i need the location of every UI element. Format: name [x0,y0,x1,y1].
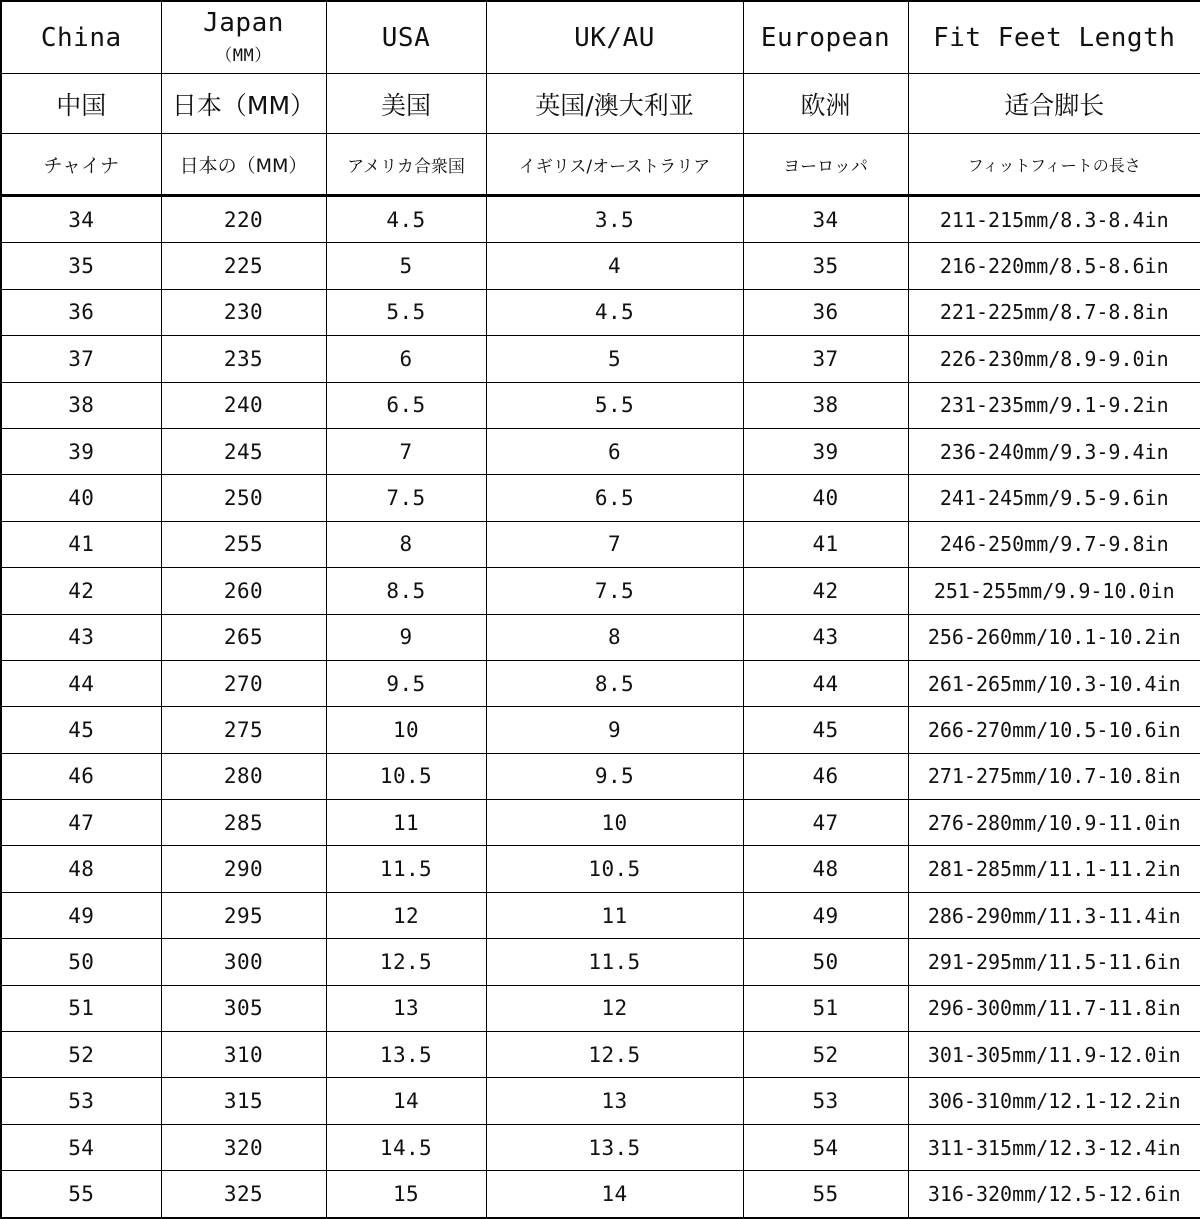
column-header-japan-cn: 日本（MM） [161,74,326,134]
cell-japan: 315 [161,1078,326,1124]
cell-usa: 4.5 [326,196,486,243]
cell-euro: 34 [743,196,908,243]
cell-china: 41 [1,521,161,567]
table-row [1,660,1200,706]
cell-japan: 275 [161,707,326,753]
cell-ukau: 9 [486,707,743,753]
cell-usa: 12.5 [326,939,486,985]
table-row [1,1032,1200,1078]
column-header-ukau-cn: 英国/澳大利亚 [486,74,743,134]
cell-ukau: 4.5 [486,289,743,335]
cell-euro: 36 [743,289,908,335]
cell-china: 47 [1,800,161,846]
cell-ukau: 8 [486,614,743,660]
cell-fit: 271-275mm/10.7-10.8in [908,753,1200,799]
table-row [1,243,1200,289]
cell-ukau: 3.5 [486,196,743,243]
cell-fit: 281-285mm/11.1-11.2in [908,846,1200,892]
cell-japan: 325 [161,1171,326,1218]
cell-fit: 211-215mm/8.3-8.4in [908,196,1200,243]
cell-fit: 216-220mm/8.5-8.6in [908,243,1200,289]
cell-china: 35 [1,243,161,289]
cell-ukau: 10 [486,800,743,846]
table-row [1,707,1200,753]
cell-usa: 6.5 [326,382,486,428]
cell-ukau: 7.5 [486,568,743,614]
cell-fit: 236-240mm/9.3-9.4in [908,428,1200,474]
cell-china: 38 [1,382,161,428]
table-row [1,753,1200,799]
table-row [1,800,1200,846]
cell-fit: 231-235mm/9.1-9.2in [908,382,1200,428]
cell-euro: 40 [743,475,908,521]
cell-japan: 235 [161,336,326,382]
cell-euro: 49 [743,892,908,938]
cell-china: 44 [1,660,161,706]
cell-euro: 51 [743,985,908,1031]
column-header-european-en [743,1,908,74]
column-header-china-jp: チャイナ [1,134,161,196]
column-header-european-jp: ヨーロッパ [743,134,908,196]
cell-euro: 45 [743,707,908,753]
cell-china: 34 [1,196,161,243]
cell-euro: 47 [743,800,908,846]
cell-usa: 5 [326,243,486,289]
cell-fit: 301-305mm/11.9-12.0in [908,1032,1200,1078]
cell-euro: 39 [743,428,908,474]
cell-usa: 11.5 [326,846,486,892]
cell-japan: 245 [161,428,326,474]
cell-japan: 320 [161,1124,326,1170]
cell-japan: 305 [161,985,326,1031]
cell-euro: 52 [743,1032,908,1078]
table-body [1,196,1200,1218]
cell-japan: 280 [161,753,326,799]
cell-japan: 285 [161,800,326,846]
cell-japan: 310 [161,1032,326,1078]
cell-china: 53 [1,1078,161,1124]
header-main-text: China [40,22,122,53]
cell-japan: 220 [161,196,326,243]
cell-euro: 53 [743,1078,908,1124]
cell-usa: 5.5 [326,289,486,335]
cell-euro: 50 [743,939,908,985]
column-header-japan-jp: 日本の（MM） [161,134,326,196]
cell-fit: 261-265mm/10.3-10.4in [908,660,1200,706]
cell-fit: 266-270mm/10.5-10.6in [908,707,1200,753]
cell-fit: 246-250mm/9.7-9.8in [908,521,1200,567]
cell-japan: 255 [161,521,326,567]
cell-china: 37 [1,336,161,382]
cell-china: 55 [1,1171,161,1218]
cell-euro: 55 [743,1171,908,1218]
cell-fit: 251-255mm/9.9-10.0in [908,568,1200,614]
cell-ukau: 11.5 [486,939,743,985]
header-row-english [1,1,1200,74]
table-row [1,336,1200,382]
column-header-usa-en [326,1,486,74]
column-header-china-en [1,1,161,74]
cell-japan: 260 [161,568,326,614]
cell-ukau: 12.5 [486,1032,743,1078]
cell-fit: 226-230mm/8.9-9.0in [908,336,1200,382]
table-row [1,568,1200,614]
column-header-fit-feet-length-en [908,1,1200,74]
cell-fit: 306-310mm/12.1-12.2in [908,1078,1200,1124]
cell-usa: 14 [326,1078,486,1124]
table-row [1,382,1200,428]
table-row [1,196,1200,243]
cell-fit: 276-280mm/10.9-11.0in [908,800,1200,846]
column-header-usa-jp: アメリカ合衆国 [326,134,486,196]
cell-usa: 10.5 [326,753,486,799]
cell-ukau: 6.5 [486,475,743,521]
cell-fit: 311-315mm/12.3-12.4in [908,1124,1200,1170]
cell-fit: 296-300mm/11.7-11.8in [908,985,1200,1031]
cell-china: 51 [1,985,161,1031]
cell-china: 49 [1,892,161,938]
cell-japan: 250 [161,475,326,521]
cell-usa: 10 [326,707,486,753]
header-row-japanese [1,134,1200,196]
header-row-chinese [1,74,1200,134]
table-row [1,1124,1200,1170]
cell-ukau: 9.5 [486,753,743,799]
cell-fit: 316-320mm/12.5-12.6in [908,1171,1200,1218]
cell-ukau: 14 [486,1171,743,1218]
cell-usa: 13.5 [326,1032,486,1078]
cell-fit: 221-225mm/8.7-8.8in [908,289,1200,335]
cell-euro: 37 [743,336,908,382]
cell-ukau: 10.5 [486,846,743,892]
cell-china: 39 [1,428,161,474]
cell-ukau: 6 [486,428,743,474]
table-row [1,428,1200,474]
cell-fit: 256-260mm/10.1-10.2in [908,614,1200,660]
header-main-text: USA [381,22,431,53]
column-header-fit-feet-length-cn: 适合脚长 [908,74,1200,134]
cell-usa: 8.5 [326,568,486,614]
cell-china: 52 [1,1032,161,1078]
header-main-text: European [760,22,891,53]
column-header-ukau-jp: イギリス/オーストラリア [486,134,743,196]
column-header-european-cn: 欧洲 [743,74,908,134]
cell-china: 54 [1,1124,161,1170]
column-header-china-cn: 中国 [1,74,161,134]
cell-ukau: 4 [486,243,743,289]
cell-euro: 48 [743,846,908,892]
column-header-fit-feet-length-jp: フィットフィートの長さ [908,134,1200,196]
cell-japan: 225 [161,243,326,289]
cell-ukau: 12 [486,985,743,1031]
cell-euro: 41 [743,521,908,567]
cell-euro: 35 [743,243,908,289]
column-header-ukau-en [486,1,743,74]
cell-china: 40 [1,475,161,521]
table-row [1,846,1200,892]
cell-china: 50 [1,939,161,985]
cell-usa: 11 [326,800,486,846]
cell-euro: 43 [743,614,908,660]
cell-fit: 286-290mm/11.3-11.4in [908,892,1200,938]
cell-euro: 38 [743,382,908,428]
cell-japan: 265 [161,614,326,660]
cell-ukau: 11 [486,892,743,938]
column-header-usa-cn: 美国 [326,74,486,134]
cell-china: 43 [1,614,161,660]
cell-fit: 241-245mm/9.5-9.6in [908,475,1200,521]
column-header-japan-en [161,1,326,74]
cell-japan: 300 [161,939,326,985]
cell-usa: 7 [326,428,486,474]
cell-ukau: 7 [486,521,743,567]
cell-usa: 8 [326,521,486,567]
table-row [1,1171,1200,1218]
cell-usa: 9.5 [326,660,486,706]
cell-fit: 291-295mm/11.5-11.6in [908,939,1200,985]
cell-ukau: 13 [486,1078,743,1124]
cell-china: 48 [1,846,161,892]
table-row [1,985,1200,1031]
cell-euro: 42 [743,568,908,614]
header-sub-text: （MM） [215,45,272,66]
cell-usa: 13 [326,985,486,1031]
cell-china: 46 [1,753,161,799]
cell-japan: 240 [161,382,326,428]
table-row [1,289,1200,335]
cell-ukau: 8.5 [486,660,743,706]
cell-china: 42 [1,568,161,614]
table-row [1,939,1200,985]
header-main-text: Japan [203,7,284,38]
cell-euro: 54 [743,1124,908,1170]
table-row [1,521,1200,567]
cell-usa: 9 [326,614,486,660]
header-main-text: Fit Feet Length [933,22,1176,53]
cell-usa: 12 [326,892,486,938]
table-header [1,1,1200,196]
cell-usa: 7.5 [326,475,486,521]
table-row [1,614,1200,660]
cell-ukau: 5 [486,336,743,382]
cell-ukau: 13.5 [486,1124,743,1170]
cell-usa: 15 [326,1171,486,1218]
cell-euro: 44 [743,660,908,706]
cell-japan: 295 [161,892,326,938]
cell-euro: 46 [743,753,908,799]
cell-usa: 14.5 [326,1124,486,1170]
cell-usa: 6 [326,336,486,382]
table-row [1,892,1200,938]
header-main-text: UK/AU [574,22,655,53]
cell-japan: 290 [161,846,326,892]
table-row [1,1078,1200,1124]
cell-ukau: 5.5 [486,382,743,428]
table-row [1,475,1200,521]
cell-japan: 230 [161,289,326,335]
cell-china: 36 [1,289,161,335]
cell-china: 45 [1,707,161,753]
cell-japan: 270 [161,660,326,706]
